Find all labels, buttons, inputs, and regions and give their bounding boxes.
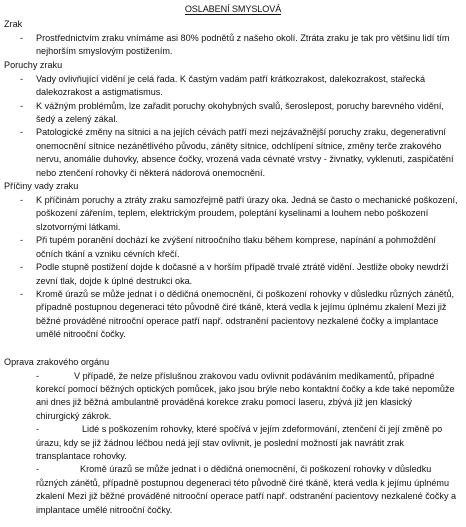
dash-marker: -	[36, 464, 40, 475]
repair-paragraph-text: V případě, že nelze příslušnou zrakovou vadu ovlivnit podáváním medikamentů, případné korekcí pomocí běžných optických pomůcek, jako jsou brýle nebo kontaktní čočky a kde také nepomůže ani dnes již běžná ambulantně prováděná korekce zraku pomocí laseru, zbývá již jen klasický chirurgický zákrok.	[36, 370, 455, 421]
document-page	[4, 0, 462, 517]
repair-paragraph	[4, 370, 462, 424]
list-item: - Při tupém poranění dochází ke zvýšení nitroočního tlaku během komprese, napínání a pohmoždění očních tkání a vzniku cévních křečí.	[4, 234, 462, 261]
repair-paragraph	[4, 463, 462, 517]
section-list-zrak	[4, 32, 462, 59]
repair-paragraph-text: Lidé s poškozením rohovky, které spočívá v jejím zdeformování, ztenčení či její změně po úrazu, kdy se již žádnou léčbou nedá její stav ovlivnit, je poslední možností jak navrátit zrak transplantace rohovky.	[36, 424, 443, 461]
list-item: - K vážným problémům, lze zařadit poruchy okohybných svalů, šeroslepost, poruchy barevného vidění, šedý a zelený zákal.	[4, 100, 462, 127]
document-title-text: OSLABENÍ SMYSLOVÁ	[184, 4, 282, 14]
repair-paragraph	[4, 423, 462, 463]
section-list-priciny-vady-zraku	[4, 194, 462, 341]
section-heading-priciny-vady-zraku: Příčiny vady zraku	[4, 181, 79, 192]
list-item: - K příčinám poruchy a ztráty zraku samozřejmě patří úrazy oka. Jedná se často o mechanické poškození, poškození zářením, teplem, elektrickým proudem, poleptání kyselinami a louhem nebo poškození slzotvornými látkami.	[4, 194, 462, 234]
list-item: - Kromě úrazů se může jednat i o dědičná onemocnění, či poškození rohovky v důsledku různých zánětů, případně postupnou degeneraci této původně čiré tkáně, která vedla k jejímu úplnému zkalení Mezi již běžné prováděné nitrooční operace patří např. odstranění pacientovy nezkalené čočky a implantace umělé nitrooční čočky.	[4, 288, 462, 342]
dash-marker: -	[36, 370, 40, 381]
list-item: - Prostřednictvím zraku vnímáme asi 80% podnětů z našeho okolí. Ztráta zraku je tak pro většinu lidí tím nejhorším smyslovým postižením.	[4, 32, 462, 59]
list-item: - Podle stupně postižení dojde k dočasné a v horším případě trvalé ztrátě vidění. Jestliže oboky newdrží zevní tlak, dojde k úplné destrukci oka.	[4, 261, 462, 288]
blank-line	[4, 342, 462, 356]
list-item: - Vady ovlivňující vidění je celá řada. K častým vadám patří krátkozrakost, dalekozrakost, stařecká dalekozrakost a astigmatismus.	[4, 73, 462, 100]
section-heading-oprava-zrakoveho-organu: Oprava zrakového orgánu	[4, 356, 110, 367]
section-list-poruchy-zraku	[4, 73, 462, 180]
document-title	[4, 0, 462, 18]
dash-marker: -	[36, 424, 40, 435]
section-heading-zrak: Zrak	[4, 19, 23, 29]
section-heading-poruchy-zraku: Poruchy zraku	[4, 59, 63, 70]
list-item: - Patologické změny na sítnici a na jejích cévách patří mezi nejzávažnější poruchy zraku, degenerativní onemocnění sítnice nezánětlivého původu, záněty sítnice, odchlípení sítnice, změny terče zrakového nervu, anomálie duhovky, absence čočky, vrozená vada cévnaté vrstvy - živnatky, vyklenutí, zaspičatění nebo ztenčení rohovky či některá nádorová onemocnění.	[4, 126, 462, 180]
repair-paragraph-text: Kromě úrazů se může jednat i o dědičná onemocnění, či poškození rohovky v důsledku různých zánětů, případně postupnou degeneraci této původně čiré tkáně, která vedla k jejímu úplnému zkalení Mezi již běžné prováděné nitrooční operace patří např. odstranění pacientovy nezkalené čočky a implantace umělé nitrooční čočky.	[36, 464, 457, 515]
